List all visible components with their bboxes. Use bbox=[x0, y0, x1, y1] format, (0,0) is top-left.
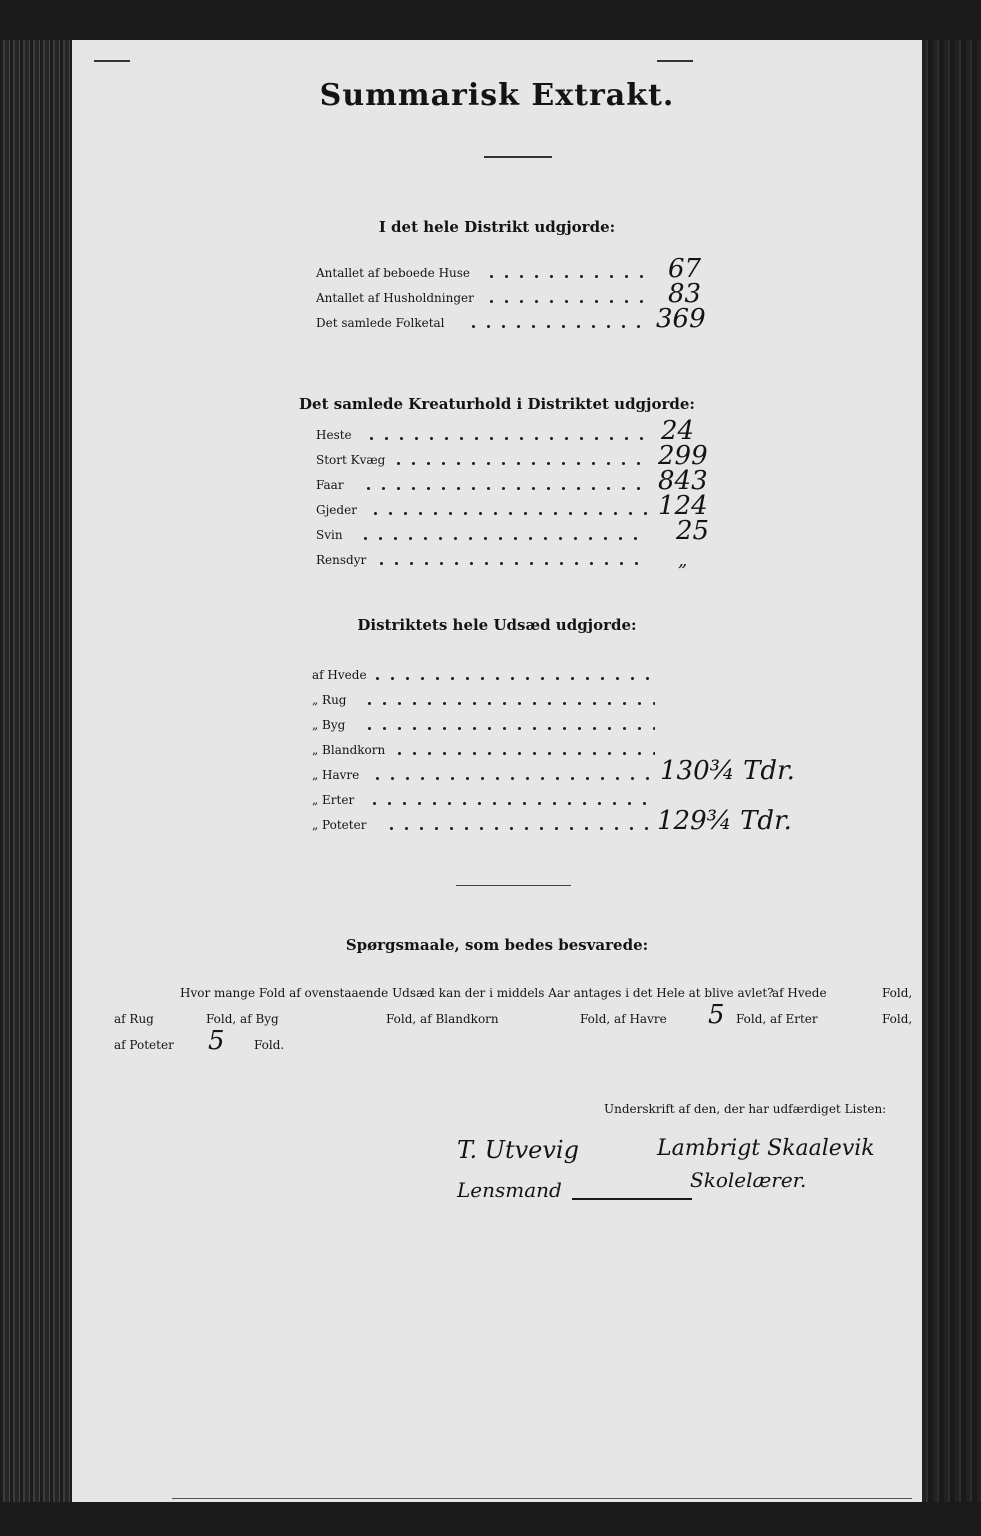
row-value: „ bbox=[678, 550, 688, 571]
row-value: 25 bbox=[676, 516, 710, 546]
dot-leader bbox=[367, 802, 655, 805]
signature-title-2: Skolelærer. bbox=[690, 1168, 807, 1192]
dot-leader bbox=[384, 827, 655, 830]
row-gjeder bbox=[316, 491, 836, 521]
ledger-page bbox=[72, 40, 922, 1502]
row-value: 83 bbox=[668, 279, 702, 309]
row-stort-kvaeg bbox=[316, 441, 836, 471]
signature-name-1: T. Utvevig bbox=[457, 1136, 579, 1164]
dot-leader bbox=[392, 752, 655, 755]
dot-leader bbox=[368, 512, 648, 515]
dot-leader bbox=[374, 562, 649, 565]
label-fold: Fold, bbox=[882, 986, 913, 1000]
signature-flourish bbox=[572, 1198, 692, 1200]
label-af-byg: Fold, af Byg bbox=[206, 1012, 279, 1026]
row-value: 24 bbox=[661, 416, 695, 446]
row-label: „ Blandkorn bbox=[312, 743, 386, 757]
row-label: Heste bbox=[316, 428, 352, 442]
dot-leader bbox=[364, 437, 649, 440]
row-label: Stort Kvæg bbox=[316, 453, 386, 467]
dot-leader bbox=[466, 325, 651, 328]
label-af-poteter: af Poteter bbox=[114, 1038, 174, 1052]
dot-leader bbox=[362, 727, 655, 730]
row-label: Det samlede Folketal bbox=[316, 316, 445, 330]
row-label: „ Erter bbox=[312, 793, 355, 807]
section-divider-wavy bbox=[456, 885, 571, 886]
dot-leader bbox=[484, 300, 654, 303]
label-af-havre: Fold, af Havre bbox=[580, 1012, 667, 1026]
label-fold-end: Fold. bbox=[254, 1038, 285, 1052]
row-label: „ Poteter bbox=[312, 818, 367, 832]
dot-leader bbox=[370, 777, 655, 780]
poteter-fold-value: 5 bbox=[208, 1026, 225, 1056]
row-value: 129¾ Tdr. bbox=[657, 806, 792, 836]
row-label: „ Byg bbox=[312, 718, 346, 732]
row-label: Antallet af beboede Huse bbox=[316, 266, 471, 280]
section1-heading: I det hele Distrikt udgjorde: bbox=[378, 218, 616, 236]
row-label: „ Rug bbox=[312, 693, 347, 707]
corner-mark-left bbox=[94, 60, 130, 62]
row-value: 299 bbox=[658, 441, 708, 471]
signature-name-2: Lambrigt Skaalevik bbox=[657, 1136, 875, 1161]
questions-heading: Spørgsmaale, som bedes besvarede: bbox=[345, 936, 649, 954]
page-stack-edge bbox=[922, 40, 981, 1502]
label-af-rug: af Rug bbox=[114, 1012, 154, 1026]
dot-leader bbox=[362, 702, 655, 705]
signature-label: Underskrift af den, der har udfærdiget Listen: bbox=[604, 1102, 887, 1116]
row-rug bbox=[312, 687, 832, 709]
row-value: 67 bbox=[668, 254, 702, 284]
row-rensdyr bbox=[316, 547, 836, 569]
row-husholdninger bbox=[316, 279, 836, 309]
dot-leader bbox=[391, 462, 646, 465]
page-title: Summarisk Extrakt. bbox=[319, 78, 675, 113]
page-bottom-edge bbox=[172, 1498, 912, 1499]
title-divider bbox=[484, 156, 552, 158]
dot-leader bbox=[358, 537, 648, 540]
row-label: „ Havre bbox=[312, 768, 360, 782]
label-fold-2: Fold, bbox=[882, 1012, 913, 1026]
row-hvede bbox=[312, 662, 832, 684]
row-svin bbox=[316, 516, 836, 546]
corner-mark-right bbox=[657, 60, 693, 62]
row-heste bbox=[316, 416, 836, 446]
section3-heading: Distriktets hele Udsæd udgjorde: bbox=[357, 616, 637, 634]
row-label: Gjeder bbox=[316, 503, 357, 517]
row-label: Antallet af Husholdninger bbox=[316, 291, 474, 305]
row-folketal bbox=[316, 304, 836, 334]
row-havre bbox=[312, 756, 832, 786]
book-spine-edge bbox=[0, 40, 72, 1502]
row-label: Svin bbox=[316, 528, 343, 542]
row-label: Rensdyr bbox=[316, 553, 367, 567]
row-faar bbox=[316, 466, 836, 496]
row-value: 843 bbox=[658, 466, 708, 496]
label-af-hvede: af Hvede bbox=[772, 986, 827, 1000]
dot-leader bbox=[361, 487, 646, 490]
signature-title-1: Lensmand bbox=[457, 1178, 562, 1202]
dot-leader bbox=[484, 275, 654, 278]
question-line1: Hvor mange Fold af ovenstaaende Udsæd kan der i middels Aar antages i det Hele at blive avlet? bbox=[180, 986, 774, 1000]
havre-fold-value: 5 bbox=[708, 1000, 725, 1030]
row-poteter bbox=[312, 806, 832, 836]
row-byg bbox=[312, 712, 832, 734]
row-value: 369 bbox=[656, 304, 706, 334]
dot-leader bbox=[370, 677, 655, 680]
row-value: 130¾ Tdr. bbox=[660, 756, 795, 786]
label-af-blandkorn: Fold, af Blandkorn bbox=[386, 1012, 499, 1026]
row-value: 124 bbox=[658, 491, 708, 521]
row-beboede-huse bbox=[316, 254, 836, 284]
label-af-erter: Fold, af Erter bbox=[736, 1012, 818, 1026]
section2-heading: Det samlede Kreaturhold i Distriktet udgjorde: bbox=[299, 395, 695, 413]
row-label: Faar bbox=[316, 478, 344, 492]
row-label: af Hvede bbox=[312, 668, 367, 682]
